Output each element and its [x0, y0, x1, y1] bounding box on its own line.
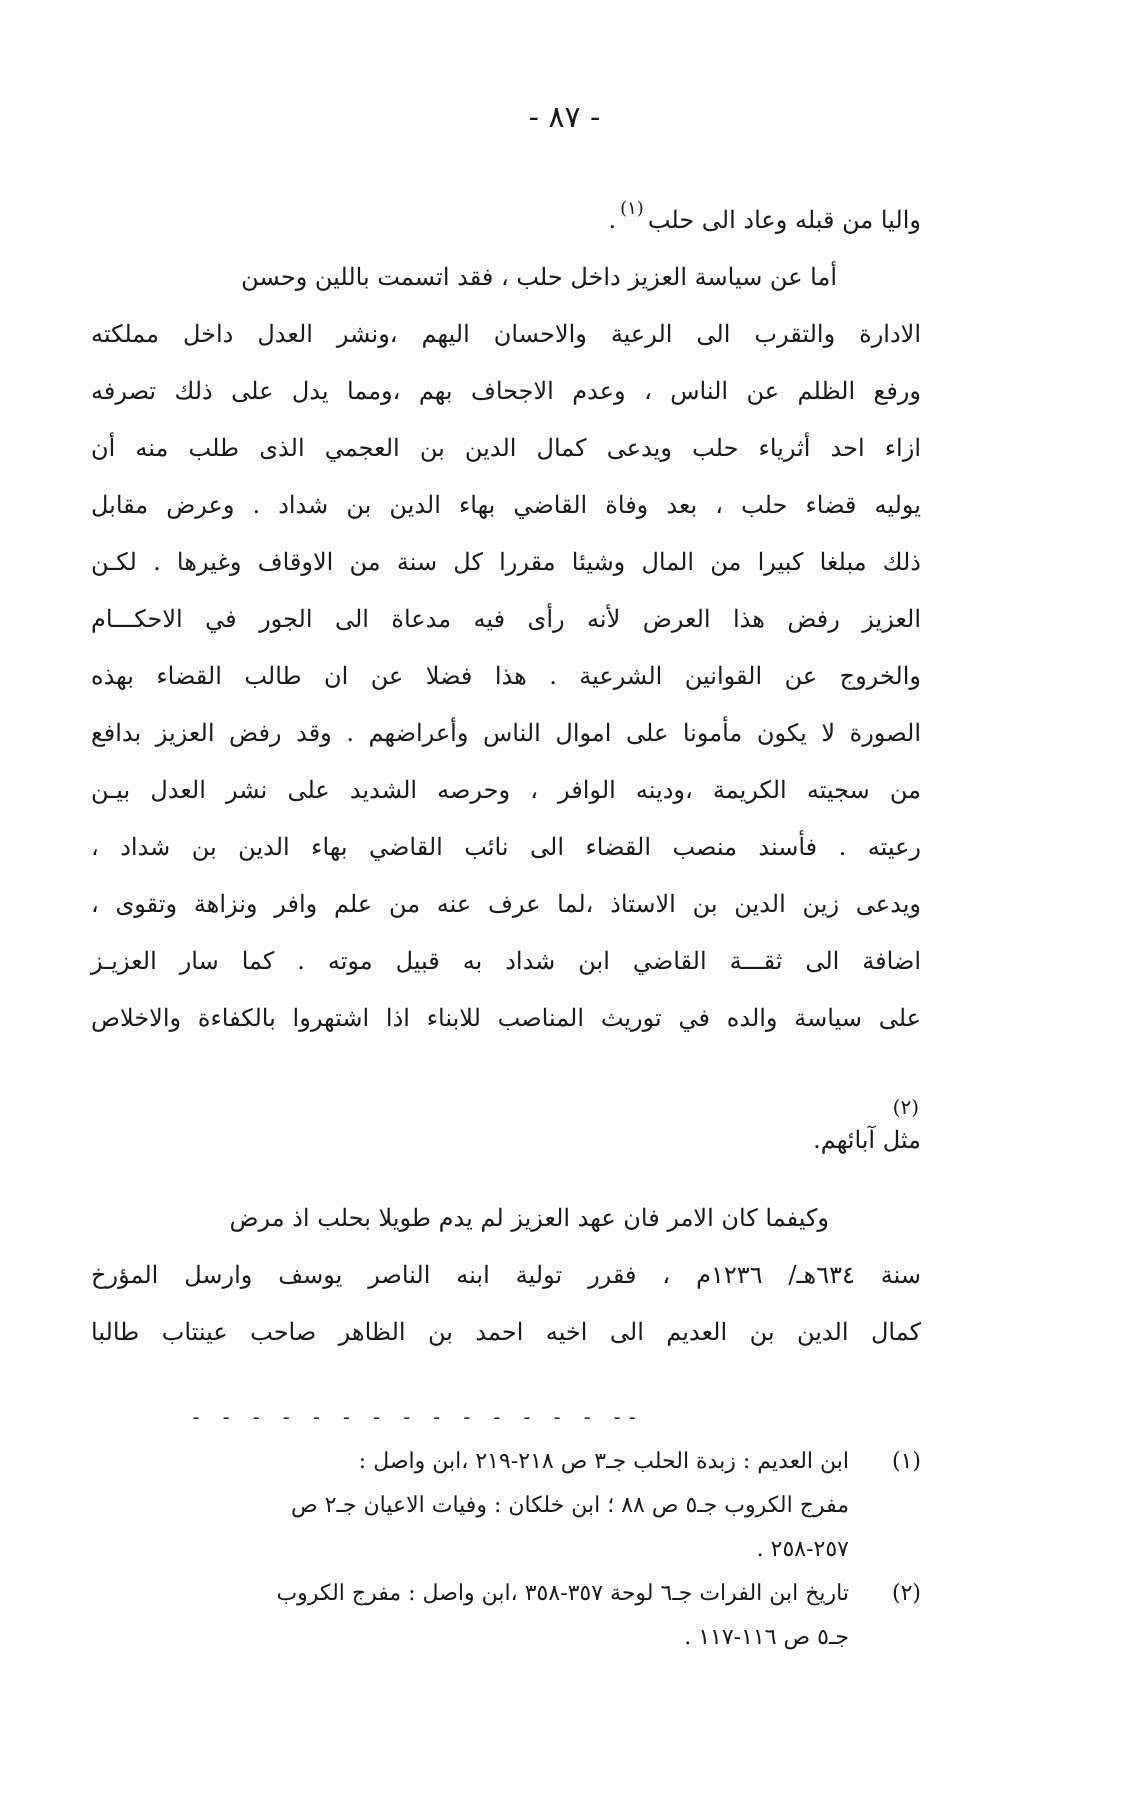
- text-line: كمال الدين بن العديم الى اخيه احمد بن الظاهر صاحب عينتاب طالبا: [91, 1318, 921, 1346]
- footnote-line: [91, 1572, 921, 1616]
- text-line: سنة ٦٣٤هـ/ ١٢٣٦م ، فقرر تولية ابنه الناصر يوسف وارسل المؤرخ: [91, 1261, 921, 1289]
- footnote-separator: - - - - - - - - - - - - - - --: [190, 1405, 642, 1429]
- paragraph-2-end: [91, 1112, 921, 1169]
- footnote-ref-2: (٢): [892, 1095, 919, 1119]
- footnote-number: (١): [891, 1449, 921, 1474]
- text-line: العزيز رفض هذا العرض لأنه رأى فيه مدعاة الى الجور في الاحكـــام: [91, 605, 921, 633]
- text-line: أما عن سياسة العزيز داخل حلب ، فقد اتسمت باللين وحسن: [241, 263, 837, 291]
- text-line: من سجيته الكريمة ،ودينه الوافر ، وحرصه الشديد على نشر العدل بيـن: [91, 776, 921, 804]
- text-line: وكيفما كان الامر فان عهد العزيز لم يدم طويلا بحلب اذ مرض: [229, 1204, 829, 1232]
- text-line: اضافة الى ثقـــة القاضي ابن شداد به قبيل موته . كما سار العزيـز: [91, 947, 921, 975]
- paragraph-3: [91, 1190, 921, 1361]
- text-line: ذلك مبلغا كبيرا من المال وشيئا مقررا كل سنة من الاوقاف وغيرها . لكـن: [91, 548, 921, 576]
- footnote-number: (٢): [891, 1581, 921, 1606]
- text-line: على سياسة والده في توريث المناصب للابناء اذا اشتهروا بالكفاءة والاخلاص: [91, 1004, 921, 1032]
- text-line: مثل آبائهم.: [813, 1126, 921, 1154]
- page-number: - ٨٧ -: [528, 100, 601, 135]
- footnote-text: تاريخ ابن الفرات جـ٦ لوحة ٣٥٧-٣٥٨ ،ابن واصل : مفرج الكروب: [276, 1581, 849, 1606]
- footnote-1: [91, 1440, 921, 1572]
- footnotes: [91, 1440, 921, 1660]
- paragraph-2: [91, 249, 921, 1047]
- footnote-line: جـ٥ ص ١١٦-١١٧ .: [684, 1625, 849, 1650]
- footnote-line: مفرج الكروب جـ٥ ص ٨٨ ؛ ابن خلكان : وفيات الاعيان جـ٢ ص: [291, 1493, 849, 1518]
- text-line: ورفع الظلم عن الناس ، وعدم الاجحاف بهم ،ومما يدل على ذلك تصرفه: [91, 377, 921, 405]
- text-line: الادارة والتقرب الى الرعية والاحسان اليهم ،ونشر العدل داخل مملكته: [91, 320, 922, 348]
- text-line: الصورة لا يكون مأمونا على اموال الناس وأعراضهم . وقد رفض العزيز بدافع: [91, 719, 921, 747]
- text-line: ويدعى زين الدين بن الاستاذ ،لما عرف عنه من علم وافر ونزاهة وتقوى ،: [91, 890, 921, 918]
- period: .: [608, 206, 617, 234]
- footnote-2: [91, 1572, 921, 1660]
- paragraph-1: [91, 180, 921, 237]
- text-line: [91, 180, 921, 237]
- line-text: واليا من قبله وعاد الى حلب: [647, 206, 921, 234]
- footnote-text: ابن العديم : زبدة الحلب جـ٣ ص ٢١٨-٢١٩ ،ابن واصل :: [358, 1449, 849, 1474]
- footnote-line: [91, 1440, 921, 1484]
- footnote-line: ٢٥٧-٢٥٨ .: [756, 1537, 849, 1562]
- footnote-ref-1: (١): [620, 198, 644, 219]
- text-line: يوليه قضاء حلب ، بعد وفاة القاضي بهاء الدين بن شداد . وعرض مقابل: [91, 491, 921, 519]
- text-line: ازاء احد أثرياء حلب ويدعى كمال الدين بن العجمي الذى طلب منه أن: [91, 434, 921, 462]
- text-line: والخروج عن القوانين الشرعية . هذا فضلا عن ان طالب القضاء بهذه: [91, 662, 921, 690]
- text-line: رعيته . فأسند منصب القضاء الى نائب القاضي بهاء الدين بن شداد ،: [91, 833, 921, 861]
